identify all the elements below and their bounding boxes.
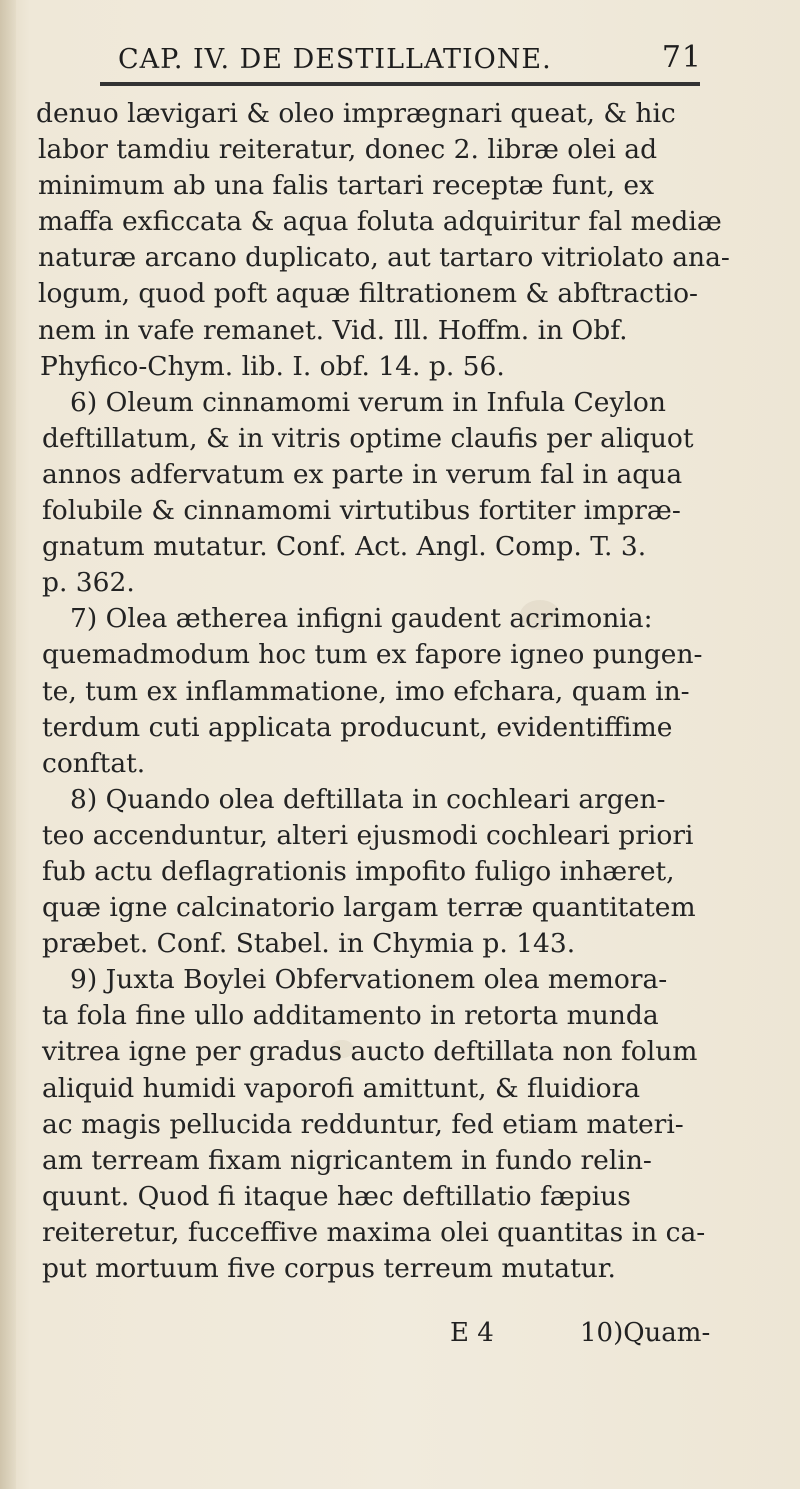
text-line: naturæ arcano duplicato, aut tartaro vitriolato ana- <box>38 242 730 274</box>
text-line: fub actu deflagrationis impofito fuligo inhæret, <box>42 855 675 887</box>
text-line: ac magis pellucida redduntur, fed etiam materi- <box>42 1108 684 1140</box>
text-line: annos adfervatum ex parte in verum fal in aqua <box>42 458 683 490</box>
page-header <box>118 40 708 84</box>
text-line: gnatum mutatur. Conf. Act. Angl. Comp. T. 3. <box>42 531 647 563</box>
running-title: CAP. IV. DE DESTILLATIONE. <box>118 44 552 75</box>
text-line: labor tamdiu reiteratur, donec 2. libræ olei ad <box>38 134 658 166</box>
text-line: quunt. Quod fi itaque hæc deftillatio fæpius <box>42 1180 631 1212</box>
text-line: Phyfico-Chym. lib. I. obf. 14. p. 56. <box>40 350 505 382</box>
page-gutter <box>0 0 16 1489</box>
text-line: ta fola fine ullo additamento in retorta munda <box>42 1000 659 1032</box>
text-line: put mortuum five corpus terreum mutatur. <box>42 1253 616 1284</box>
text-line: quemadmodum hoc tum ex fapore igneo pungen- <box>42 639 703 671</box>
text-line: vitrea igne per gradus aucto deftillata non folum <box>42 1036 698 1068</box>
signature-mark: E 4 <box>450 1318 494 1348</box>
text-line: conftat. <box>42 747 146 779</box>
text-line: denuo lævigari & oleo imprægnari queat, & hic <box>36 98 676 129</box>
text-line: aliquid humidi vaporofi amittunt, & fluidiora <box>42 1072 641 1104</box>
text-line: deftillatum, & in vitris optime claufis per aliquot <box>42 422 694 454</box>
text-line: minimum ab una falis tartari receptæ funt, ex <box>38 170 655 202</box>
page-footer <box>0 1315 800 1351</box>
text-line: 7) Olea ætherea infigni gaudent acrimonia: <box>70 603 653 635</box>
text-line: folubile & cinnamomi virtutibus fortiter impræ- <box>42 495 681 527</box>
text-line: 6) Oleum cinnamomi verum in Infula Ceylon <box>70 386 666 418</box>
text-line: maffa exficcata & aqua foluta adquiritur fal mediæ <box>38 206 722 238</box>
text-line: 8) Quando olea deftillata in cochleari argen- <box>70 783 666 815</box>
text-line: teo accenduntur, alteri ejusmodi cochleari priori <box>42 819 694 851</box>
text-line: terdum cuti applicata producunt, evidentiffime <box>42 711 673 743</box>
text-line: am terream fixam nigricantem in fundo relin- <box>42 1144 652 1176</box>
text-line: præbet. Conf. Stabel. in Chymia p. 143. <box>42 928 576 960</box>
text-line: p. 362. <box>42 567 135 599</box>
text-line: te, tum ex inflammatione, imo efchara, quam in- <box>42 675 690 707</box>
body-text <box>22 96 792 1287</box>
header-rule <box>100 82 700 86</box>
page-number: 71 <box>661 40 702 75</box>
text-line: nem in vafe remanet. Vid. Ill. Hoffm. in Obf. <box>38 314 628 346</box>
text-line: 9) Juxta Boylei Obfervationem olea memora- <box>70 964 668 996</box>
text-line: quæ igne calcinatorio largam terræ quantitatem <box>42 892 696 924</box>
catchword: 10)Quam- <box>580 1318 711 1348</box>
text-line: logum, quod poft aquæ filtrationem & abftractio- <box>38 278 698 310</box>
text-line: reiteretur, fucceffive maxima olei quantitas in ca- <box>42 1216 706 1248</box>
